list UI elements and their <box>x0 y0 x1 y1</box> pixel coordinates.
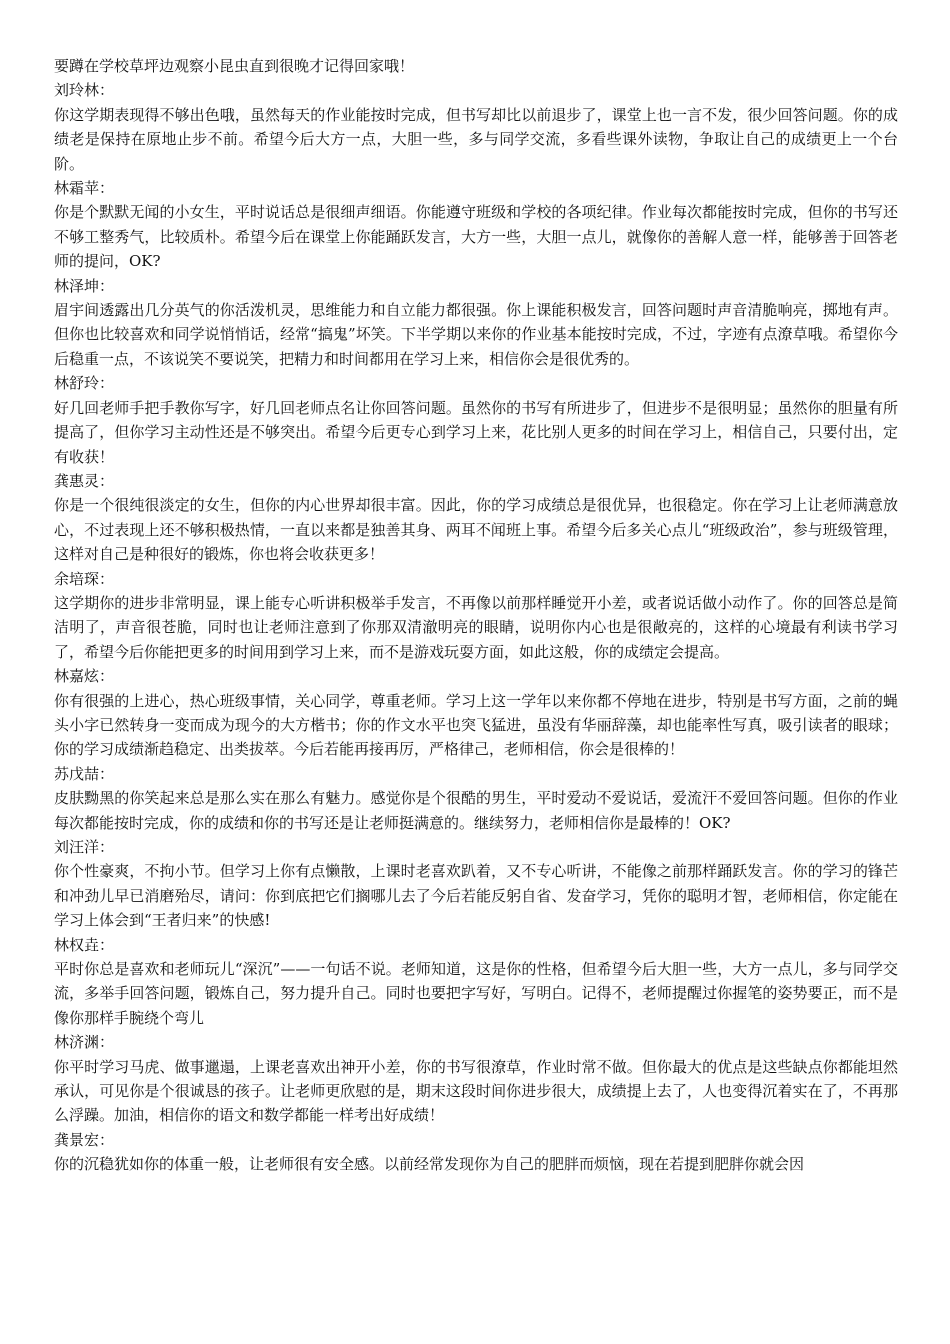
comment-entry <box>54 1128 898 1177</box>
comment-entry <box>54 933 898 1031</box>
student-name: 龚景宏： <box>54 1130 115 1149</box>
student-name: 余培琛： <box>54 569 115 588</box>
student-name: 林泽坤： <box>54 276 115 295</box>
comment-text: 你是个默默无闻的小女生，平时说话总是很细声细语。你能遵守班级和学校的各项纪律。作业每次都能按时完成，但你的书写还不够工整秀气，比较质朴。希望今后在课堂上你能踊跃发言，大方一些，大胆一点儿，就像你的善解人意一样，能够善于回答老师的提问，OK? <box>54 203 898 271</box>
comment-entry <box>54 78 898 176</box>
student-name: 刘汪洋： <box>54 838 115 856</box>
comment-text: 你的沉稳犹如你的体重一般，让老师很有安全感。以前经常发现你为自己的肥胖而烦恼，现在若提到肥胖你就会因 <box>54 1155 805 1174</box>
comment-entry <box>54 176 898 274</box>
comment-text: 你是一个很纯很淡定的女生，但你的内心世界却很丰富。因此，你的学习成绩总是很优异，也很稳定。你在学习上让老师满意放心，不过表现上还不够积极热情，一直以来都是独善其身、两耳不闻班上事。希望今后多关心点儿“班级政治”，参与班级管理，这样对自己是种很好的锻炼，你也将会收获更多！ <box>54 496 898 564</box>
student-name: 龚惠灵： <box>54 471 115 490</box>
comment-entry <box>54 835 898 933</box>
document-page <box>54 54 898 1177</box>
comment-text: 皮肤黝黑的你笑起来总是那么实在那么有魅力。感觉你是个很酷的男生，平时爱动不爱说话，爱流汗不爱回答问题。但你的作业每次都能按时完成，你的成绩和你的书写还是让老师挺满意的。继续努力，老师相信你是最棒的！OK? <box>54 789 898 832</box>
student-name: 刘玲林： <box>54 81 115 100</box>
comment-entry <box>54 762 898 835</box>
comment-text: 你这学期表现得不够出色哦，虽然每天的作业能按时完成，但书写却比以前退步了，课堂上也一言不发，很少回答问题。你的成绩老是保持在原地止步不前。希望今后大方一点，大胆一些，多与同学交流，多看些课外读物，争取让自己的成绩更上一个台阶。 <box>54 105 898 173</box>
comment-entry <box>54 664 898 762</box>
intro-line: 要蹲在学校草坪边观察小昆虫直到很晚才记得回家哦！ <box>54 57 415 75</box>
comment-entry <box>54 567 898 665</box>
comment-entry <box>54 274 898 372</box>
student-name: 林舒玲： <box>54 374 115 393</box>
student-name: 林济渊： <box>54 1033 115 1052</box>
comment-text: 你有很强的上进心，热心班级事情，关心同学，尊重老师。学习上这一学年以来你都不停地在进步，特别是书写方面，之前的蝇头小字已然转身一变而成为现今的大方楷书；你的作文水平也突飞猛进，虽没有华丽辞藻，却也能率性写真，吸引读者的眼球；你的学习成绩渐趋稳定、出类拔萃。今后若能再接再厉，严格律己，老师相信，你会是很棒的！ <box>54 691 898 759</box>
student-name: 林权垚： <box>54 935 115 954</box>
student-name: 林嘉炫： <box>54 667 115 686</box>
student-name: 苏戊喆： <box>54 764 115 783</box>
comment-text: 你平时学习马虎、做事邋遢，上课老喜欢出神开小差，你的书写很潦草，作业时常不做。但你最大的优点是这些缺点你都能坦然承认，可见你是个很诚恳的孩子。让老师更欣慰的是，期末这段时间你进步很大，成绩提上去了，人也变得沉着实在了，不再那么浮躁。加油，相信你的语文和数学都能一样考出好成绩！ <box>54 1057 898 1125</box>
student-name: 林霜苹： <box>54 179 115 198</box>
comment-text: 平时你总是喜欢和老师玩儿“深沉”——一句话不说。老师知道，这是你的性格，但希望今后大胆一些，大方一点儿，多与同学交流，多举手回答问题，锻炼自己，努力提升自己。同时也要把字写好，写明白。记得不，老师提醒过你握笔的姿势要正，而不是像你那样手腕绕个弯儿 <box>54 960 898 1027</box>
comment-entry <box>54 469 898 567</box>
comment-text: 这学期你的进步非常明显，课上能专心听讲积极举手发言，不再像以前那样睡觉开小差，或者说话做小动作了。你的回答总是简洁明了，声音很苍脆，同时也让老师注意到了你那双清澈明亮的眼睛，说明你内心也是很敞亮的，这样的心境最有利读书学习了，希望今后你能把更多的时间用到学习上来，而不是游戏玩耍方面，如此这般，你的成绩定会提高。 <box>54 593 898 661</box>
comment-text: 好几回老师手把手教你写字，好几回老师点名让你回答问题。虽然你的书写有所进步了，但进步不是很明显；虽然你的胆量有所提高了，但你学习主动性还是不够突出。希望今后更专心到学习上来，花比别人更多的时间在学习上，相信自己，只要付出，定有收获！ <box>54 398 898 466</box>
comment-entry <box>54 1030 898 1128</box>
comment-text: 你个性豪爽，不拘小节。但学习上你有点懒散，上课时老喜欢趴着，又不专心听讲，不能像之前那样踊跃发言。你的学习的锋芒和冲劲儿早已消磨殆尽，请问：你到底把它们搁哪儿去了今后若能反躬自省、发奋学习，凭你的聪明才智，老师相信，你定能在学习上体会到“王者归来”的快感! <box>54 862 898 930</box>
comment-text: 眉宇间透露出几分英气的你活泼机灵，思维能力和自立能力都很强。你上课能积极发言，回答问题时声音清脆响亮，掷地有声。但你也比较喜欢和同学说悄悄话，经常“搞鬼”坏笑。下半学期以来你的作业基本能按时完成，不过，字迹有点潦草哦。希望你今后稳重一点，不该说笑不要说笑，把精力和时间都用在学习上来，相信你会是很优秀的。 <box>54 301 898 368</box>
comment-entry <box>54 371 898 469</box>
